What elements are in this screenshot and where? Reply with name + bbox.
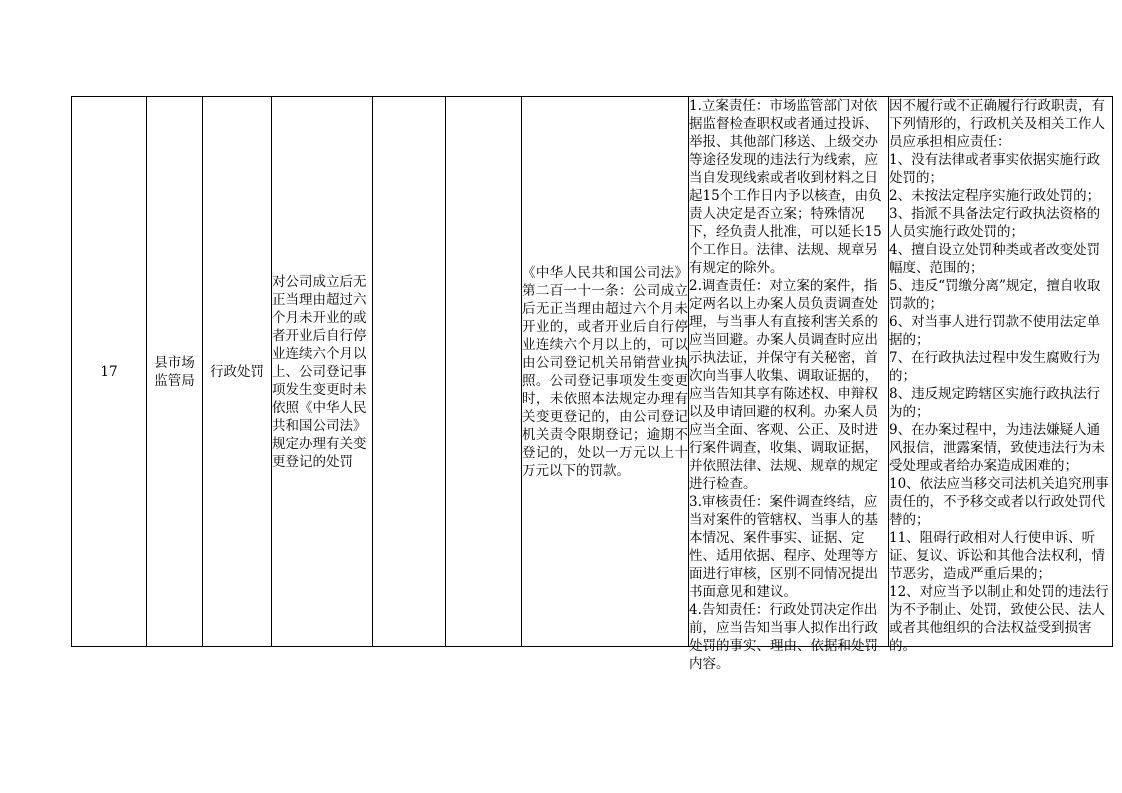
liability-item: 5、违反“罚缴分离”规定，擅自收取罚款的； (889, 278, 1101, 312)
liability-item: 3、指派不具备法定行政执法资格的人员实施行政处罚的； (889, 206, 1101, 240)
legal-basis-cell (522, 97, 689, 647)
department-cell (147, 97, 203, 647)
liability-item: 2、未按法定程序实施行政处罚的； (889, 188, 1101, 204)
power-type-cell (203, 97, 272, 647)
liability-item: 1、没有法律或者事实依据实施行政处罚的； (889, 152, 1101, 186)
item-name: 对公司成立后无正当理由超过六个月未开业的或者开业后自行停业连续六个月以上、公司登记事项发生变更时未依照《中华人民共和国公司法》规定办理有关变更登记的处罚 (272, 273, 367, 470)
responsibility-item: 3.审核责任：案件调查终结，应当对案件的管辖权、当事人的基本情况、案件事实、证据、定性、适用依据、程序、处理等方面进行审核，区别不同情况提出书面意见和建议。 (689, 494, 878, 600)
responsibility-text-box (689, 97, 888, 672)
responsibility-item: 1.立案责任：市场监管部门对依据监督检查职权或者通过投诉、举报、其他部门移送、上级交办等途径发现的违法行为线索，应当自发现线索或者收到材料之日起15个工作日内予以核查，由负责人决定是否立案；特殊情况下，经负责人批准，可以延长15个工作日。法律、法规、规章另有规定的除外。 (689, 98, 882, 276)
responsibility-cell (689, 97, 889, 672)
liability-item: 11、阻碍行政相对人行使申诉、听证、复议、诉讼和其他合法权利，情节恶劣，造成严重后果的； (889, 530, 1105, 582)
row-number: 17 (100, 363, 118, 380)
liability-item: 8、违反规定跨辖区实施行政执法行为的； (889, 386, 1101, 420)
liability-item: 4、擅自设立处罚种类或者改变处罚幅度、范围的； (889, 242, 1101, 276)
item-name-cell (272, 97, 373, 647)
liability-cell (889, 97, 1113, 654)
responsibility-item: 2.调查责任：对立案的案件，指定两名以上办案人员负责调查处理，与当事人有直接利害关系的应当回避。办案人员调查时应出示执法证，并保守有关秘密，首次向当事人收集、调取证据的，应当告知其享有陈述权、申辩权以及申请回避的权利。办案人员应当全面、客观、公正、及时进行案件调查，收集、调取证据，并依照法律、法规、规章的规定进行检查。 (689, 278, 878, 492)
sub-item-cell (373, 97, 446, 647)
row-number-cell (72, 97, 147, 647)
department-name: 县市场监管局 (154, 354, 195, 389)
liability-item: 10、依法应当移交司法机关追究刑事责任的，不予移交或者以行政处罚代替的； (889, 476, 1109, 528)
table-row (72, 97, 1113, 647)
responsibility-item: 4.告知责任：行政处罚决定作出前，应当告知当事人拟作出行政处罚的事实、理由、依据和处罚内容。 (689, 602, 878, 672)
liability-item: 7、在行政执法过程中发生腐败行为的； (889, 350, 1101, 384)
legal-basis-text: 《中华人民共和国公司法》第二百一十一条：公司成立后无正当理由超过六个月未开业的，或者开业后自行停业连续六个月以上的，可以由公司登记机关吊销营业执照。公司登记事项发生变更时，未依照本法规定办理有关变更登记的，由公司登记机关责令限期登记；逾期不登记的，处以一万元以上十万元以下的罚款。 (522, 264, 688, 479)
liability-item: 6、对当事人进行罚款不使用法定单据的； (889, 314, 1101, 348)
liability-item: 9、在办案过程中，为违法嫌疑人通风报信，泄露案情，致使违法行为未受处理或者给办案造成困难的； (889, 422, 1105, 474)
power-type: 行政处罚 (210, 363, 264, 380)
liability-text-box (889, 97, 1112, 654)
power-list-table (71, 96, 1113, 672)
item-code-cell (446, 97, 522, 647)
liability-item: 12、对应当予以制止和处罚的违法行为不予制止、处罚，致使公民、法人或者其他组织的合法权益受到损害的。 (889, 584, 1109, 654)
liability-item: 因不履行或不正确履行行政职责，有下列情形的，行政机关及相关工作人员应承担相应责任： (889, 98, 1105, 150)
